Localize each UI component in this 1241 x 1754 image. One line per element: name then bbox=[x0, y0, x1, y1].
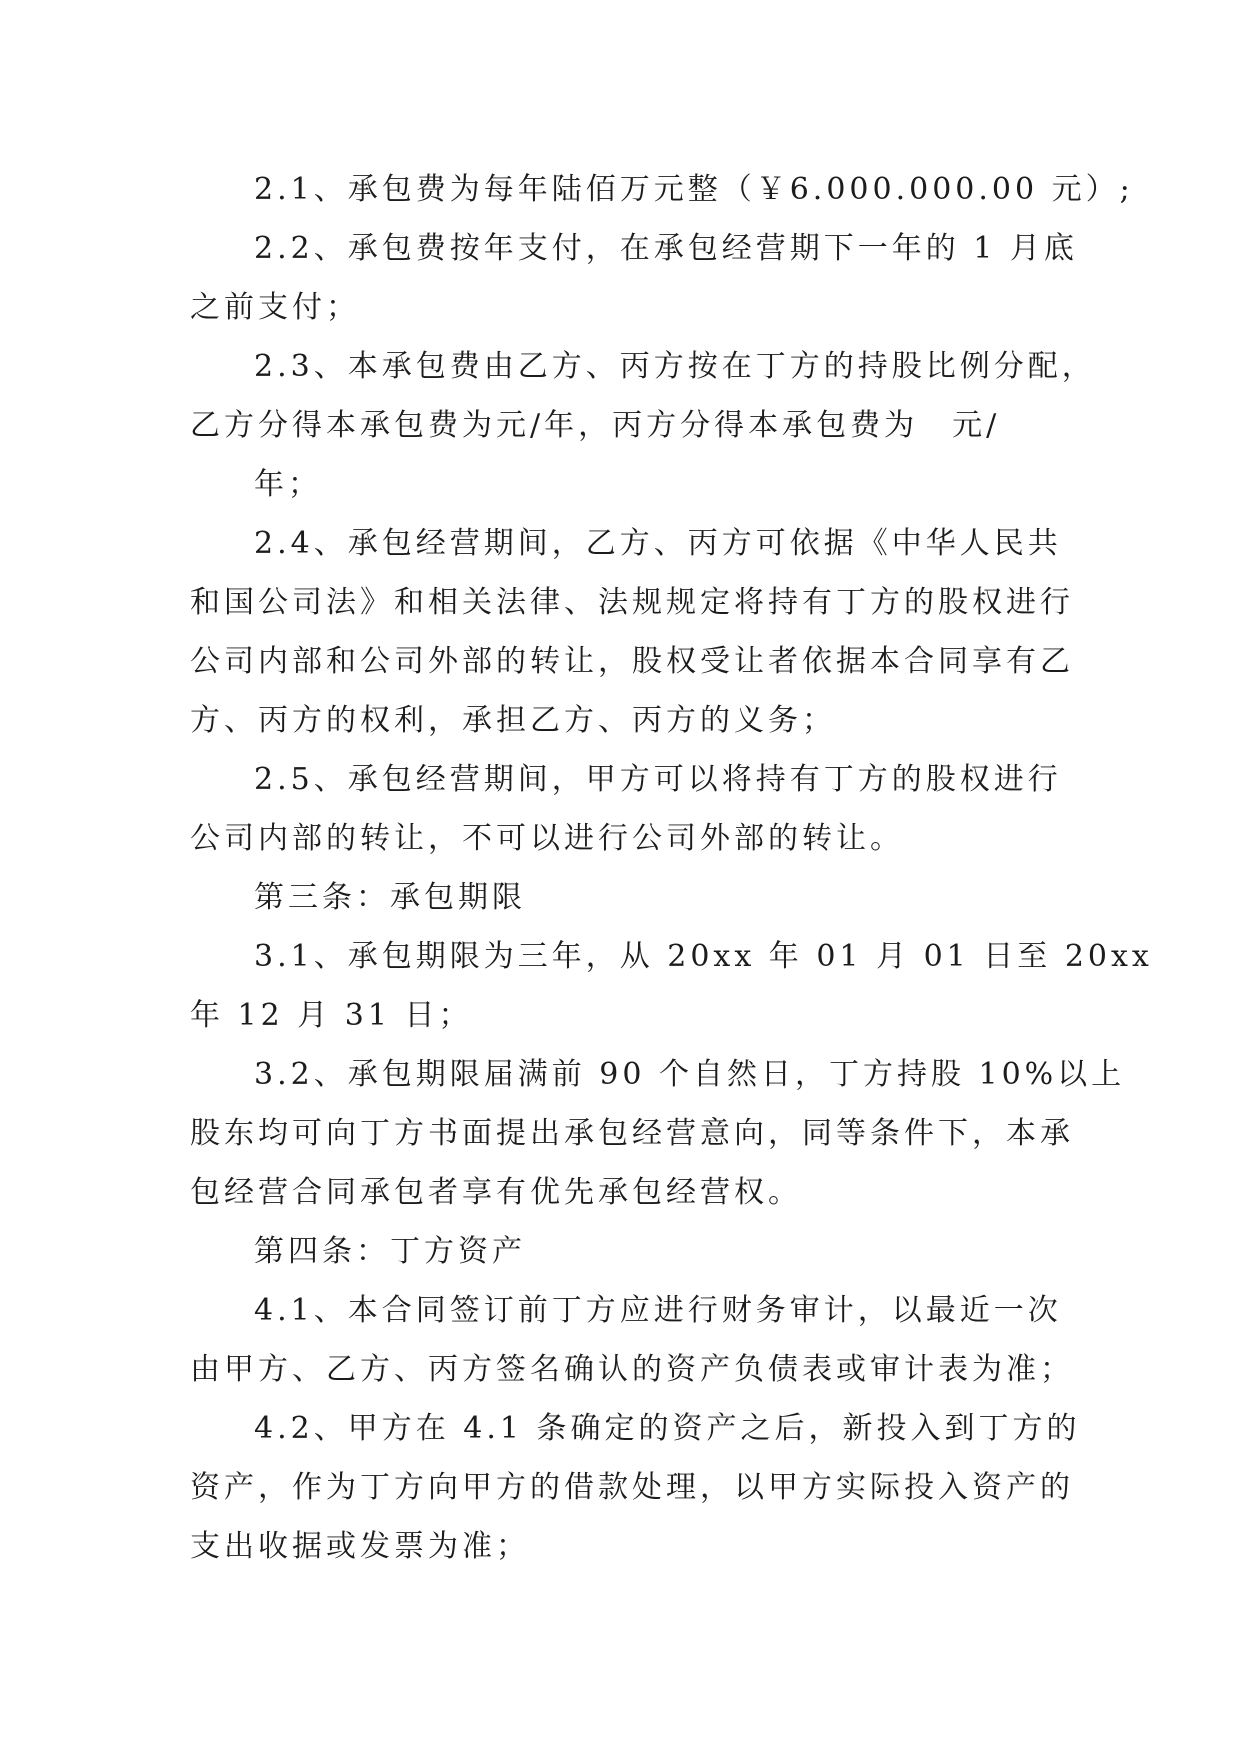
document-line: 3.2、承包期限届满前 90 个自然日，丁方持股 10%以上 bbox=[254, 1057, 1126, 1092]
document-line: 2.5、承包经营期间，甲方可以将持有丁方的股权进行 bbox=[254, 762, 1062, 797]
document-line: 包经营合同承包者享有优先承包经营权。 bbox=[190, 1175, 802, 1210]
document-body bbox=[190, 160, 1153, 1576]
document-line: 年 12 月 31 日； bbox=[190, 998, 473, 1033]
document-line: 之前支付； bbox=[190, 290, 360, 325]
document-line: 2.2、承包费按年支付，在承包经营期下一年的 1 月底 bbox=[254, 231, 1078, 266]
document-line: 第三条：承包期限 bbox=[254, 880, 526, 915]
document-line: 4.2、甲方在 4.1 条确定的资产之后，新投入到丁方的 bbox=[254, 1411, 1081, 1446]
document-line: 第四条：丁方资产 bbox=[254, 1234, 526, 1269]
document-line: 和国公司法》和相关法律、法规规定将持有丁方的股权进行 bbox=[190, 585, 1074, 620]
document-line: 支出收据或发票为准； bbox=[190, 1529, 530, 1564]
document-line: 公司内部和公司外部的转让，股权受让者依据本合同享有乙 bbox=[190, 644, 1074, 679]
document-line: 2.4、承包经营期间，乙方、丙方可依据《中华人民共 bbox=[254, 526, 1062, 561]
document-line: 4.1、本合同签订前丁方应进行财务审计，以最近一次 bbox=[254, 1293, 1062, 1328]
document-line: 由甲方、乙方、丙方签名确认的资产负债表或审计表为准； bbox=[190, 1352, 1074, 1387]
document-line: 年； bbox=[254, 467, 322, 502]
document-line: 2.1、承包费为每年陆佰万元整（￥6.000.000.00 元）; bbox=[254, 172, 1134, 207]
document-line: 股东均可向丁方书面提出承包经营意向，同等条件下，本承 bbox=[190, 1116, 1074, 1151]
document-line: 公司内部的转让，不可以进行公司外部的转让。 bbox=[190, 821, 904, 856]
document-line: 2.3、本承包费由乙方、丙方按在丁方的持股比例分配， bbox=[254, 349, 1096, 384]
document-line: 3.1、承包期限为三年，从 20xx 年 01 月 01 日至 20xx bbox=[254, 939, 1153, 974]
document-line: 资产，作为丁方向甲方的借款处理，以甲方实际投入资产的 bbox=[190, 1470, 1074, 1505]
document-line: 乙方分得本承包费为元/年，丙方分得本承包费为 元/ bbox=[190, 408, 1001, 443]
document-line: 方、丙方的权利，承担乙方、丙方的义务； bbox=[190, 703, 836, 738]
